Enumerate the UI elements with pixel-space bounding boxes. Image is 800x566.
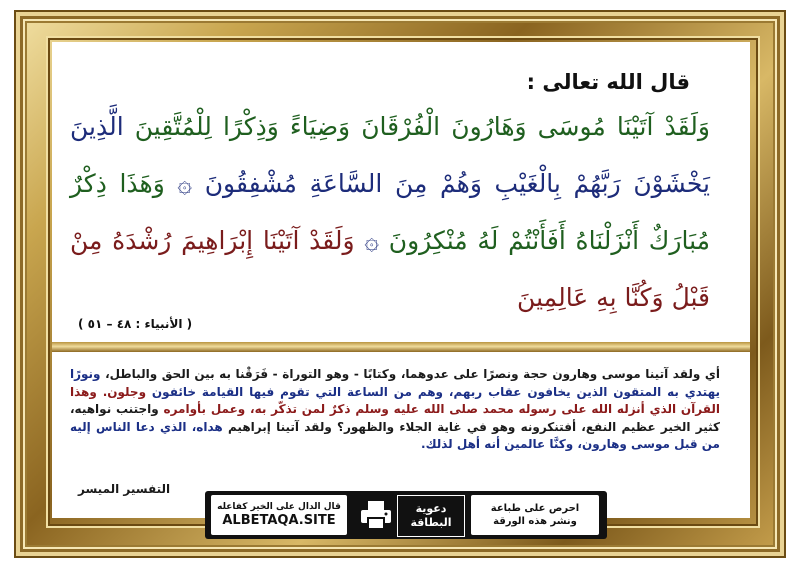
verse-end-mark: ۞ xyxy=(364,226,379,255)
logo-line-1: دعوية xyxy=(415,502,447,515)
tafsir-text xyxy=(70,366,720,454)
tafsir-part-3: وجلون. وهذا القرآن الذي أنزله الله على رسوله محمد صلى الله عليه وسلم ذكرٌ لمن تذكّر به، وعمل بأوامره xyxy=(70,384,720,416)
verse-line-1: وَلَقَدْ آتَيْنَا مُوسَى وَهَارُونَ الْفُرْقَانَ وَضِيَاءً وَذِكْرًا لِلْمُتَّقِينَ xyxy=(134,112,710,141)
tafsir-part-2: ونورًا يهتدي به المتقون الذين يخافون عقاب ربهم، وهم من الساعة التي تقوم فيها القيامة خائفون xyxy=(70,367,720,399)
printer-icon xyxy=(359,499,393,531)
surah-reference: ( الأنبياء : ٤٨ – ٥١ ) xyxy=(78,317,193,331)
tafsir-part-4: واجتنب نواهيه، كثير الخير عظيم النفع، أفتنكرونه وهو في غاية الجلاء والظهور؟ ولقد آتينا إبراهيم xyxy=(70,402,720,434)
tafsir-source: التفسير الميسر xyxy=(78,482,171,496)
intro-heading: قال الله تعالى : xyxy=(526,70,690,94)
quran-verses xyxy=(70,98,710,326)
verse-line-2: الَّذِينَ يَخْشَوْنَ رَبَّهُمْ بِالْغَيْبِ وَهُمْ مِنَ السَّاعَةِ مُشْفِقُونَ xyxy=(70,112,710,198)
site-url[interactable]: ALBETAQA.SITE xyxy=(222,513,336,528)
logo-line-2: البطاقة xyxy=(410,516,452,529)
tafsir-part-1: أي ولقد آتينا موسى وهارون حجة ونصرًا على عدوهما، وكتابًا - وهو التوراة - فَرَقْنا به بين الحق والباطل، xyxy=(105,367,720,381)
site-logo xyxy=(397,495,465,537)
tafsir-part-5: هداه، الذي دعا الناس إليه من قبل موسى وهارون، وكنَّا عالمين أنه أهل لذلك. xyxy=(70,419,720,451)
print-tip-line-1: احرص على طباعة xyxy=(490,503,580,514)
verse-line-4: وَلَقَدْ آتَيْنَا إِبْرَاهِيمَ رُشْدَهُ مِنْ قَبْلُ وَكُنَّا بِهِ عَالِمِينَ xyxy=(70,226,710,312)
footer-bar xyxy=(205,491,607,539)
hadith-text: قال الدال على الخير كفاعله xyxy=(217,502,341,512)
verse-end-mark: ۞ xyxy=(177,169,193,198)
gold-divider xyxy=(52,342,750,352)
verse-line-3: وَهَذَا ذِكْرٌ مُبَارَكٌ أَنْزَلْنَاهُ أَفَأَنْتُمْ لَهُ مُنْكِرُونَ xyxy=(70,169,711,255)
print-tip xyxy=(471,495,599,535)
print-tip-line-2: ونشر هذه الورقة xyxy=(493,516,577,527)
site-info xyxy=(211,495,347,535)
